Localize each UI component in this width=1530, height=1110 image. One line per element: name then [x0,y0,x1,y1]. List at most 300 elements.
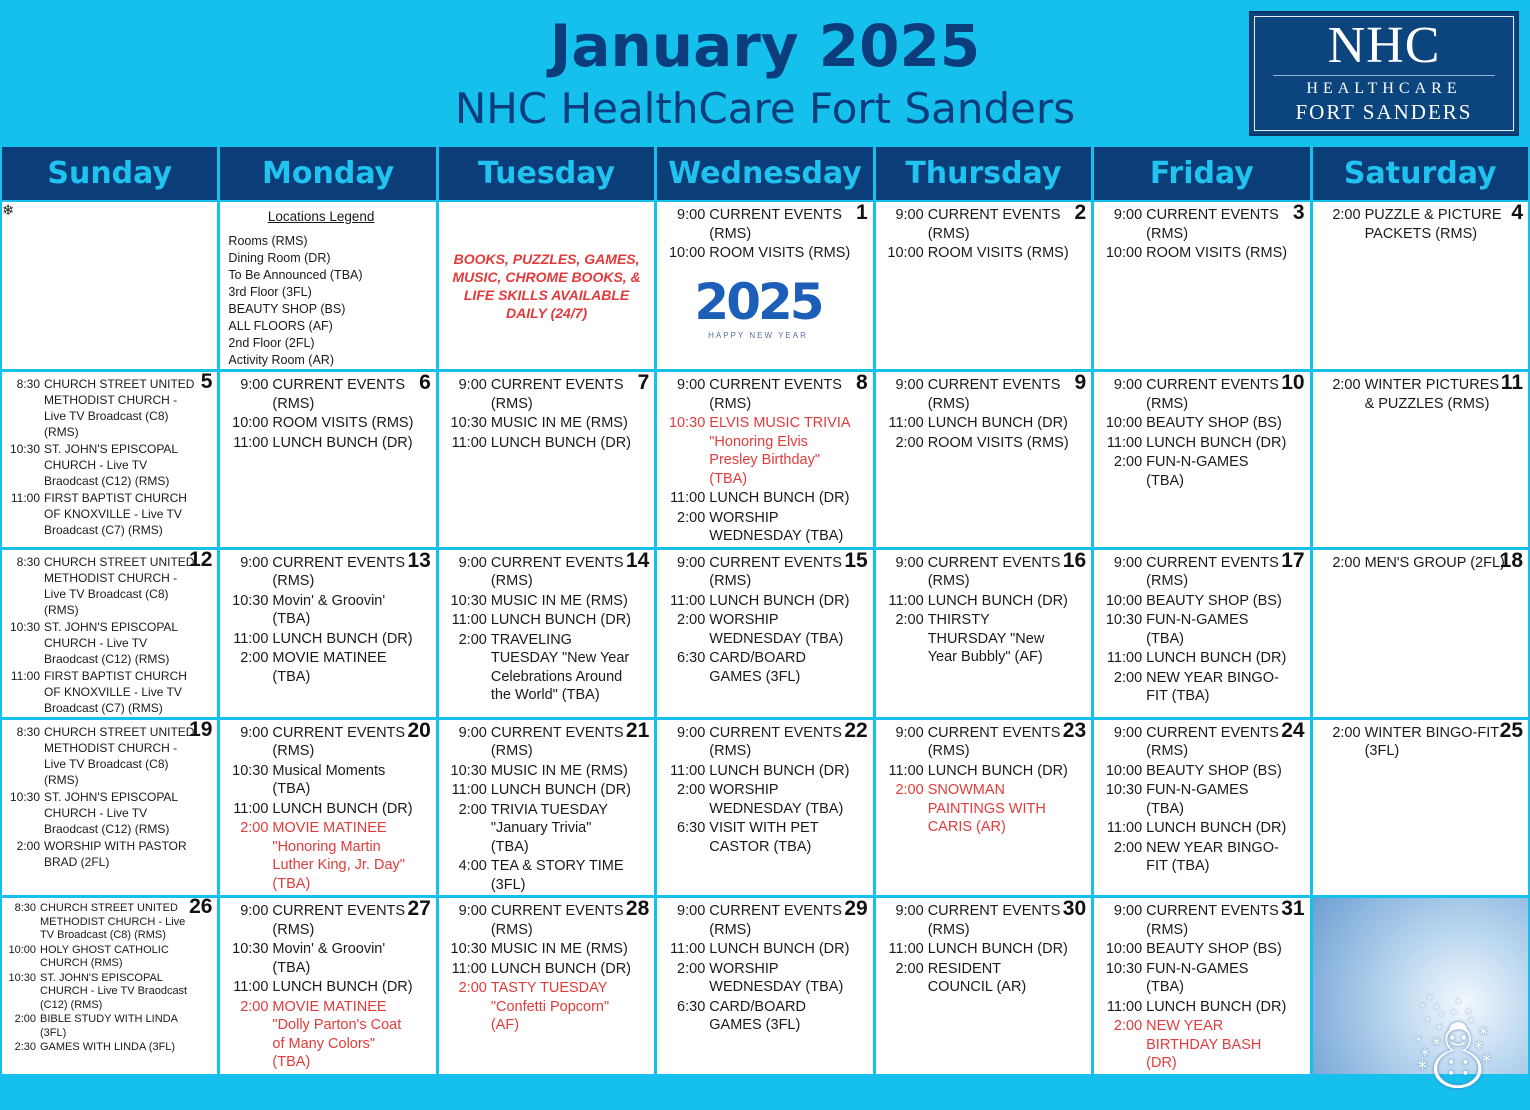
event-time: 10:30 [9,789,40,804]
event-title: NEW YEAR BIRTHDAY BASH (DR) [1146,1018,1262,1071]
event-title: CARD/BOARD GAMES (3FL) [709,650,806,685]
event-title: FUN-N-GAMES (TBA) [1146,612,1249,647]
event-title: BEAUTY SHOP (BS) [1146,762,1282,779]
event-title: ROOM VISITS (RMS) [927,245,1069,261]
event-title: ROOM VISITS (RMS) [272,415,414,431]
event-time: 8:30 [16,554,40,569]
event-item [447,801,632,857]
legend-item: ALL FLOORS (AF) [228,319,333,333]
event-time: 9:00 [895,554,924,571]
event-item [447,781,632,800]
event-title: GAMES WITH LINDA (3FL) [40,1041,176,1053]
day-cell-24[interactable] [1094,720,1309,896]
day-number: 6 [419,371,431,394]
event-item [228,998,413,1072]
event-time: 2:00 [1332,554,1361,571]
event-time: 10:00 [8,943,36,956]
event-item [884,724,1069,761]
event-item [6,838,195,870]
event-item [6,441,195,489]
event-time: 11:00 [670,592,706,609]
event-title: BIBLE STUDY WITH LINDA (3FL) [40,1013,178,1039]
event-time: 9:00 [240,724,269,741]
event-time: 2:00 [1332,207,1361,223]
day-number: 31 [1281,897,1305,920]
snowman-icon: ☃ [1408,998,1498,1110]
event-item [1102,611,1287,648]
calendar-header [0,0,1530,146]
event-item [665,649,850,686]
event-time: 9:00 [240,554,269,571]
event-item [1102,1017,1287,1073]
event-item [228,434,413,453]
event-item [884,414,1069,433]
day-number: 5 [200,370,213,393]
snowflake-icon: ❄ [2,203,15,219]
day-number: 14 [625,548,650,572]
event-time: 2:00 [1332,377,1361,393]
day-number: 12 [189,547,213,571]
event-time: 11:00 [1106,998,1143,1015]
day-cell-11[interactable] [1313,372,1528,547]
day-cell-7[interactable] [439,372,654,547]
day-cell-1[interactable] [657,202,872,369]
event-title: WORSHIP WEDNESDAY (TBA) [709,509,844,544]
event-title: LUNCH BUNCH (DR) [1146,650,1287,666]
event-title: FIRST BAPTIST CHURCH OF KNOXVILLE - Live TV Broadcast (C7) (RMS) [44,491,187,537]
event-time: 11:00 [233,434,269,451]
legend-item: BEAUTY SHOP (BS) [228,302,346,316]
day-cell-13[interactable] [220,550,435,717]
weekday-friday: Friday [1094,147,1309,200]
event-title: LUNCH BUNCH (DR) [1146,998,1287,1015]
event-item [228,554,413,591]
event-title: LUNCH BUNCH (DR) [490,612,632,628]
event-time: 11:00 [451,960,487,977]
day-cell-2[interactable] [876,202,1091,369]
event-title: CURRENT EVENTS (RMS) [272,724,406,759]
event-time: 9:00 [895,724,924,741]
event-title: FUN-N-GAMES (TBA) [1146,960,1249,995]
event-item [228,630,413,649]
notice-text: BOOKS, PUZZLES, GAMES, MUSIC, CHROME BOOKS, & LIFE SKILLS AVAILABLE DAILY (24/7) [452,250,641,321]
event-title: CURRENT EVENTS (RMS) [709,903,842,938]
event-time: 2:00 [1113,1018,1143,1034]
event-item [665,960,850,997]
event-item [447,434,632,453]
event-time: 11:00 [888,415,924,431]
event-item [665,902,850,939]
event-time: 2:00 [458,980,487,996]
event-time: 11:00 [888,762,924,779]
day-cell-6[interactable] [220,372,435,547]
event-title: BEAUTY SHOP (BS) [1146,592,1282,609]
day-cell-14[interactable] [439,550,654,717]
day-number: 7 [637,371,650,394]
day-number: 23 [1062,718,1087,742]
event-time: 11:00 [233,630,269,647]
event-time: 10:00 [232,415,269,431]
day-number: 29 [844,897,868,920]
day-number: 20 [407,718,431,742]
event-item [1102,669,1287,706]
day-number: 25 [1499,718,1523,742]
event-item [665,509,850,546]
event-title: ROOM VISITS (RMS) [927,434,1069,451]
event-item [447,762,632,781]
event-title: CURRENT EVENTS (RMS) [1146,903,1279,938]
event-title: MOVIE MATINEE "Honoring Martin Luther King, Jr. Day" (TBA) [272,820,405,892]
event-item [4,1013,195,1040]
event-item [665,762,850,781]
day-number: 22 [844,718,868,742]
event-title: MUSIC IN ME (RMS) [490,762,628,779]
event-item [665,724,850,761]
weekday-saturday: Saturday [1313,147,1528,200]
event-time: 9:00 [458,724,487,741]
day-number: 27 [407,897,431,920]
event-item [665,819,850,856]
day-cell-22[interactable] [657,720,872,896]
event-item [447,611,632,630]
event-time: 11:00 [451,612,487,628]
event-item [1102,839,1287,876]
event-title: PUZZLE & PICTURE PACKETS (RMS) [1364,207,1502,242]
legend-item: Dining Room (DR) [228,251,331,265]
event-time: 2:00 [240,650,269,666]
event-time: 9:00 [240,377,269,393]
event-time: 10:30 [450,415,487,431]
snowman-picture [1313,898,1528,1110]
event-item [6,376,195,440]
event-item [665,489,850,508]
day-cell-25[interactable] [1313,720,1528,896]
event-title: MOVIE MATINEE (TBA) [272,650,387,685]
day-number: 16 [1062,548,1087,572]
event-item [1102,902,1287,939]
event-time: 2:00 [677,782,706,798]
event-title: CURRENT EVENTS (RMS) [272,903,406,938]
event-time: 2:00 [895,434,924,451]
event-title: LUNCH BUNCH (DR) [709,941,850,957]
day-cell-27[interactable] [220,898,435,1074]
event-title: CURRENT EVENTS (RMS) [490,554,624,589]
event-title: LUNCH BUNCH (DR) [709,592,850,609]
event-title: LUNCH BUNCH (DR) [272,434,413,451]
event-title: MUSIC IN ME (RMS) [490,941,628,957]
event-time: 2:00 [895,612,924,628]
event-item [665,611,850,648]
day-number: 13 [407,548,431,572]
event-time: 10:00 [887,245,924,261]
event-time: 6:30 [677,820,706,836]
event-item [447,724,632,761]
event-title: CURRENT EVENTS (RMS) [1146,724,1279,759]
weekday-thursday: Thursday [876,147,1091,200]
day-cell-15[interactable] [657,550,872,717]
event-title: LUNCH BUNCH (DR) [1146,434,1287,451]
event-title: LUNCH BUNCH (DR) [272,800,413,817]
day-cell-12[interactable] [2,547,217,717]
event-item [884,554,1069,591]
day-number: 2 [1074,201,1087,224]
day-number: 11 [1500,371,1523,394]
day-cell-10[interactable] [1094,372,1309,547]
event-time: 11:00 [10,668,40,683]
event-time: 10:30 [1105,782,1143,798]
event-time: 2:00 [677,509,706,526]
event-title: CURRENT EVENTS (RMS) [1146,377,1279,412]
event-item [665,592,850,611]
event-title: LUNCH BUNCH (DR) [490,960,632,977]
event-title: FIRST BAPTIST CHURCH OF KNOXVILLE - Live TV Broadcast (C7) (RMS) [44,668,187,715]
event-title: LUNCH BUNCH (DR) [709,762,850,779]
event-item [1102,592,1287,611]
day-number: 9 [1074,371,1087,394]
event-item [4,944,195,971]
event-time: 10:00 [1105,762,1143,779]
event-time: 10:30 [232,941,269,957]
event-item [665,940,850,959]
event-item [884,206,1069,243]
day-number: 18 [1499,548,1523,572]
day-cell-18[interactable] [1313,550,1528,717]
event-title: HOLY GHOST CATHOLIC CHURCH (RMS) [40,943,169,969]
day-cell-5[interactable] [2,372,217,547]
event-time: 2:00 [1113,669,1143,686]
legend-item: 2nd Floor (2FL) [228,336,315,350]
day-cell-9[interactable] [876,372,1091,547]
event-time: 9:00 [895,903,924,919]
event-title: CURRENT EVENTS (RMS) [927,554,1061,589]
event-time: 2:00 [240,998,269,1015]
event-item [447,414,632,433]
snowflake-image-cell [2,202,217,369]
event-item [665,376,850,413]
event-item [665,554,850,591]
day-cell-20[interactable] [220,720,435,896]
event-item [1321,206,1506,243]
day-cell-26[interactable] [2,895,217,1074]
event-time: 2:00 [677,960,706,977]
event-title: CHURCH STREET UNITED METHODIST CHURCH - Live TV Broadcast (C8) (RMS) [44,554,195,617]
event-item [447,940,632,959]
day-cell-4[interactable] [1313,202,1528,369]
event-time: 9:00 [677,724,706,741]
event-item [1321,554,1506,573]
event-time: 11:00 [233,979,269,995]
day-number: 19 [189,717,213,741]
event-title: LUNCH BUNCH (DR) [927,941,1068,957]
event-time: 2:00 [16,838,40,853]
event-item [447,857,632,894]
event-title: ST. JOHN'S EPISCOPAL CHURCH - Live TV Braodcast (C12) (RMS) [40,971,188,1011]
day-cell-28[interactable] [439,898,654,1074]
calendar-grid [2,201,1528,1110]
event-item [665,244,850,263]
event-item [1102,762,1287,781]
event-time: 11:00 [233,800,269,817]
event-title: BEAUTY SHOP (BS) [1146,415,1282,431]
legend-item: To Be Announced (TBA) [228,268,363,282]
event-item [447,554,632,591]
event-item [447,592,632,611]
event-title: MUSIC IN ME (RMS) [490,592,628,609]
event-title: TASTY TUESDAY "Confetti Popcorn" (AF) [490,980,610,1033]
event-item [1102,244,1287,263]
event-time: 9:00 [1113,903,1143,919]
weekday-sunday: Sunday [2,147,217,200]
event-title: MOVIE MATINEE "Dolly Parton's Coat of Many Colors" (TBA) [272,998,402,1070]
day-cell-29[interactable] [657,898,872,1074]
day-number: 24 [1281,718,1305,742]
event-item [1102,819,1287,838]
event-title: CURRENT EVENTS (RMS) [927,377,1061,412]
event-title: ELVIS MUSIC TRIVIA "Honoring Elvis Presley Birthday" (TBA) [709,415,850,487]
event-item [665,206,850,243]
event-time: 9:00 [458,377,487,393]
event-time: 9:00 [895,377,924,393]
event-title: LUNCH BUNCH (DR) [490,434,632,451]
event-title: Movin' & Groovin' (TBA) [272,592,386,627]
locations-legend [220,202,435,369]
event-title: TRAVELING TUESDAY "New Year Celebrations Around the World" (TBA) [490,631,630,703]
event-time: 11:00 [1106,820,1143,836]
event-time: 9:00 [895,207,924,223]
event-item [884,244,1069,263]
event-time: 9:00 [240,903,269,919]
event-item [1321,376,1506,413]
day-cell-16[interactable] [876,550,1091,717]
event-item [1102,206,1287,243]
day-cell-23[interactable] [876,720,1091,896]
event-title: RESIDENT COUNCIL (AR) [927,960,1027,995]
event-title: CURRENT EVENTS (RMS) [490,724,624,759]
event-title: SNOWMAN PAINTINGS WITH CARIS (AR) [927,782,1046,835]
event-item [665,781,850,818]
day-cell-31[interactable] [1094,898,1309,1074]
event-title: NEW YEAR BINGO-FIT (TBA) [1146,839,1279,874]
day-cell-3[interactable] [1094,202,1309,369]
event-title: BEAUTY SHOP (BS) [1146,941,1282,957]
event-title: ST. JOHN'S EPISCOPAL CHURCH - Live TV Braodcast (C12) (RMS) [44,442,178,488]
event-time: 6:30 [677,650,706,666]
event-item [447,376,632,413]
snowflake-picture [2,202,217,221]
event-title: WORSHIP WEDNESDAY (TBA) [709,612,844,647]
day-cell-21[interactable] [439,720,654,896]
event-item [228,978,413,997]
event-item [1102,434,1287,453]
event-item [228,800,413,819]
event-time: 2:00 [458,631,487,648]
event-item [1321,724,1506,761]
page-subtitle: NHC HealthCare Fort Sanders [454,84,1076,133]
event-item [884,902,1069,939]
day-cell-30[interactable] [876,898,1091,1074]
event-time: 2:00 [895,960,924,977]
event-item [6,789,195,837]
event-title: FUN-N-GAMES (TBA) [1146,782,1249,817]
event-title: CURRENT EVENTS (RMS) [1146,554,1279,589]
legend-item: 3rd Floor (3FL) [228,285,312,299]
day-number: 21 [625,718,650,742]
event-item [884,611,1069,667]
event-time: 2:00 [1113,454,1143,470]
event-title: CURRENT EVENTS (RMS) [272,377,406,412]
event-title: FUN-N-GAMES (TBA) [1146,454,1249,489]
day-cell-19[interactable] [2,717,217,896]
event-title: CURRENT EVENTS (RMS) [272,554,406,589]
event-item [228,724,413,761]
legend-item: Activity Room (AR) [228,353,334,367]
event-title: CHURCH STREET UNITED METHODIST CHURCH - Live TV Broadcast (C8) (RMS) [44,377,195,439]
event-item [884,781,1069,837]
event-item [228,819,413,893]
event-time: 8:30 [16,724,40,739]
event-title: Movin' & Groovin' (TBA) [272,941,386,976]
snowman-image-cell [1313,898,1528,1110]
event-time: 11:00 [670,941,706,957]
event-item [884,434,1069,453]
event-item [665,998,850,1035]
event-item [228,592,413,629]
event-title: LUNCH BUNCH (DR) [927,592,1068,609]
event-title: VISIT WITH PET CASTOR (TBA) [709,820,819,855]
event-time: 8:30 [14,902,36,914]
event-title: CHURCH STREET UNITED METHODIST CHURCH - Live TV Broadcast (C8) (RMS) [40,902,186,941]
event-title: CURRENT EVENTS (RMS) [1146,207,1279,242]
happy-new-year-caption: HAPPY NEW YEAR [708,330,808,340]
event-time: 10:30 [1105,612,1143,628]
event-time: 9:00 [1113,207,1143,223]
event-title: ROOM VISITS (RMS) [1146,245,1288,261]
event-time: 2:30 [14,1041,36,1053]
event-item [228,649,413,686]
event-item [228,902,413,939]
event-time: 11:00 [1106,434,1143,451]
day-number: 28 [625,897,650,920]
event-title: LUNCH BUNCH (DR) [272,979,413,995]
day-cell-17[interactable] [1094,550,1309,717]
event-item [6,619,195,667]
event-time: 11:00 [451,434,487,451]
event-time: 10:00 [1105,592,1143,609]
day-number: 3 [1292,201,1305,224]
event-item [6,490,195,538]
day-cell-8[interactable] [657,372,872,547]
event-title: CURRENT EVENTS (RMS) [709,724,842,759]
day-number: 15 [844,548,868,572]
event-title: WORSHIP WEDNESDAY (TBA) [709,960,844,995]
event-time: 11:00 [10,491,40,505]
event-time: 10:30 [9,442,40,456]
weekday-header-row [2,147,1528,200]
nhc-logo: NHC HEALTHCARE FORT SANDERS [1249,11,1519,136]
event-time: 10:00 [1105,941,1143,957]
event-item [228,414,413,433]
event-time: 11:00 [888,941,924,957]
event-time: 6:30 [677,998,706,1015]
event-time: 10:30 [450,941,487,957]
event-time: 11:00 [670,762,706,779]
event-title: MEN'S GROUP (2FL) [1364,554,1505,571]
event-title: LUNCH BUNCH (DR) [927,762,1068,779]
daily-activities-notice [439,202,654,369]
event-time: 10:00 [1105,415,1143,431]
legend-title: Locations Legend [267,209,375,224]
event-title: CARD/BOARD GAMES (3FL) [709,998,806,1033]
